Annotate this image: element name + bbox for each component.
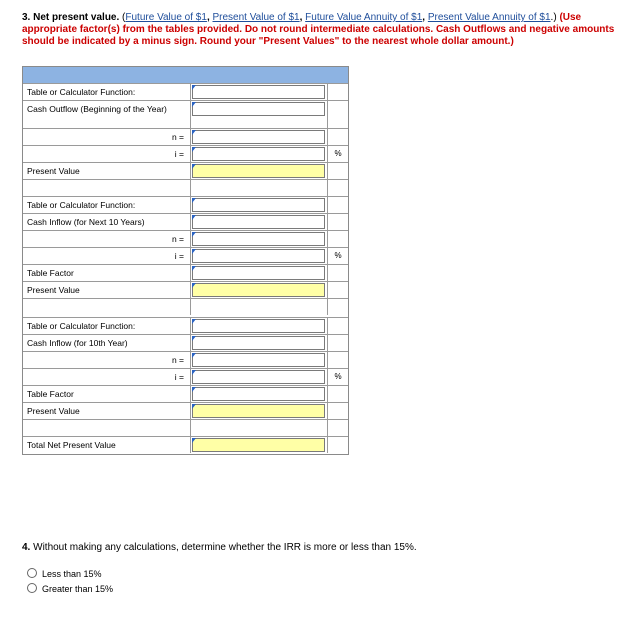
question-3-label: 3. Net present value. [22, 12, 120, 23]
row-label: Cash Inflow (for 10th Year) [23, 335, 191, 351]
radio-option-less[interactable] [27, 568, 102, 580]
row-label: n = [23, 129, 191, 145]
row-label: Table Factor [23, 386, 191, 402]
link-future-value-annuity[interactable]: Future Value Annuity of $1 [305, 12, 423, 23]
function-input[interactable] [192, 85, 325, 99]
table-row [23, 334, 348, 351]
row-label: Present Value [23, 163, 191, 179]
present-value-input[interactable] [192, 404, 325, 418]
table-row [23, 162, 348, 179]
row-label: Table or Calculator Function: [23, 84, 191, 100]
question-4 [22, 542, 417, 553]
table-row [23, 247, 348, 264]
link-present-value[interactable]: Present Value of $1 [212, 12, 300, 23]
link-present-value-annuity[interactable]: Present Value Annuity of $1 [427, 12, 551, 23]
table-row [23, 230, 348, 247]
row-label: Total Net Present Value [23, 437, 191, 453]
row-label: Table or Calculator Function: [23, 318, 191, 334]
function-input[interactable] [192, 198, 325, 212]
table-factor-input[interactable] [192, 387, 325, 401]
cash-inflow-input[interactable] [192, 215, 325, 229]
question-4-text: Without making any calculations, determine whether the IRR is more or less than 15%. [33, 542, 417, 553]
table-row [23, 317, 348, 334]
percent-sign: % [327, 248, 348, 264]
row-label: Present Value [23, 282, 191, 298]
table-row [23, 436, 348, 453]
present-value-input[interactable] [192, 283, 325, 297]
option-label: Greater than 15% [42, 584, 114, 594]
question-3: 3. Net present value. (Future Value of $1, Present Value of $1, Future Value Annuity of $1, Present Value Annuity of $1.) (Use appropriate factor(s) from the tables provided. Do not round intermediate calculations. Cash Outflows and negative amounts should be indicated by a minus sign. Round your "Present Values" to the nearest whole dollar amount.) [22, 12, 615, 47]
table-row [23, 419, 348, 436]
table-factor-input[interactable] [192, 266, 325, 280]
row-label: Table or Calculator Function: [23, 197, 191, 213]
n-input[interactable] [192, 353, 325, 367]
radio-circle-icon[interactable] [27, 568, 37, 578]
i-input[interactable] [192, 370, 325, 384]
percent-sign: % [327, 369, 348, 385]
i-input[interactable] [192, 249, 325, 263]
n-input[interactable] [192, 232, 325, 246]
i-input[interactable] [192, 147, 325, 161]
table-row [23, 264, 348, 281]
row-label: Cash Inflow (for Next 10 Years) [23, 214, 191, 230]
total-npv-input[interactable] [192, 438, 325, 452]
table-row [23, 83, 348, 100]
row-label: i = [23, 248, 191, 264]
option-label: Less than 15% [42, 569, 102, 579]
radio-circle-icon[interactable] [27, 583, 37, 593]
table-row [23, 100, 348, 128]
row-label: n = [23, 231, 191, 247]
table-row [23, 196, 348, 213]
npv-worksheet-table [22, 66, 349, 455]
table-header [23, 67, 348, 83]
table-row [23, 298, 348, 315]
table-row [23, 402, 348, 419]
row-label: Table Factor [23, 265, 191, 281]
table-row [23, 128, 348, 145]
percent-sign: % [327, 146, 348, 162]
row-label: n = [23, 352, 191, 368]
n-input[interactable] [192, 130, 325, 144]
row-label: Cash Outflow (Beginning of the Year) [23, 101, 191, 128]
table-row [23, 385, 348, 402]
table-row [23, 368, 348, 385]
row-label: i = [23, 369, 191, 385]
cash-inflow-10th-year-input[interactable] [192, 336, 325, 350]
instructions: (Use appropriate factor(s) from the tables provided. Do not round intermediate calculations. Cash Outflows and negative amounts should be indicated by a minus sign. Round your "Present Values" to the nearest whole dollar amount.) [22, 12, 615, 47]
table-row [23, 213, 348, 230]
cash-outflow-input[interactable] [192, 102, 325, 116]
row-label: i = [23, 146, 191, 162]
table-row [23, 179, 348, 196]
row-label: Present Value [23, 403, 191, 419]
table-row [23, 281, 348, 298]
function-input[interactable] [192, 319, 325, 333]
table-row [23, 351, 348, 368]
table-row [23, 145, 348, 162]
link-future-value[interactable]: Future Value of $1 [125, 12, 207, 23]
present-value-input[interactable] [192, 164, 325, 178]
radio-option-greater[interactable] [27, 583, 113, 595]
question-4-label: 4. [22, 542, 31, 553]
